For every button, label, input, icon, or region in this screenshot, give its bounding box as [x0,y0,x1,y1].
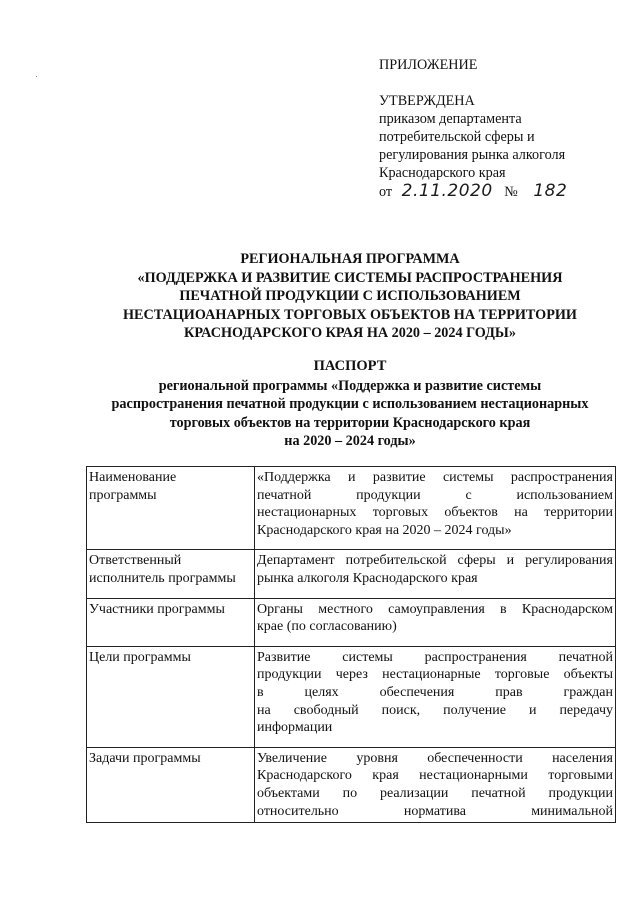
row-value [255,550,616,598]
title-line: НЕСТАЦИОАНАРНЫХ ТОРГОВЫХ ОБЪЕКТОВ НА ТЕРРИТОРИИ [123,306,577,323]
approval-block [379,56,629,204]
appendix-label: ПРИЛОЖЕНИЕ [379,57,478,73]
value-line: в целях обеспечения прав граждан [257,684,613,700]
number-label: № [504,184,518,200]
value-line: Департамент потребительской сферы и регулирования [257,553,613,569]
passport-table [86,466,616,823]
label-line: Цели программы [89,649,191,665]
passport-subtitle-line: на 2020 – 2024 годы» [284,433,416,450]
value-line: нестационарных торговых объектов на территории [257,505,613,521]
table-row [87,646,616,747]
handwritten-date: 2.11.2020 [401,181,493,201]
order-date-line [379,182,629,204]
value-line: относительно норматива минимальной [257,803,613,819]
title-line: «ПОДДЕРЖКА И РАЗВИТИЕ СИСТЕМЫ РАСПРОСТРАНЕНИЯ [137,269,563,286]
label-line: исполнитель программы [89,570,236,586]
from-label: от [379,184,393,200]
scan-speck [36,76,37,77]
value-line: продукции через нестационарные торговые объекты [257,667,613,683]
value-line: Органы местного самоуправления в Краснодарском [257,601,613,617]
row-value [255,467,616,550]
table-row [87,598,616,646]
table-row [87,747,616,822]
row-label [87,550,255,598]
value-line: рынка алкоголя Краснодарского края [257,570,478,586]
row-value [255,646,616,747]
passport-subtitle-line: региональной программы «Поддержка и развитие системы [158,377,542,394]
approved-label: УТВЕРЖДЕНА [379,93,475,109]
row-value [255,598,616,646]
label-line: Участники программы [89,601,225,617]
order-line: потребительской сферы и [379,129,535,145]
order-line: Краснодарского края [379,165,506,181]
program-title [60,250,639,343]
value-line: на свободный поиск, получение и передачу [257,702,613,718]
row-label [87,747,255,822]
passport-heading: ПАСПОРТ [313,358,387,374]
row-label [87,646,255,747]
title-line: РЕГИОНАЛЬНАЯ ПРОГРАММА [240,251,460,267]
value-line: информации [257,720,333,736]
passport-subtitle-line: распространения печатной продукции с использованием нестационарных [111,396,589,413]
order-line: регулирования рынка алкоголя [379,147,566,163]
order-line: приказом департамента [379,111,522,127]
table-row [87,467,616,550]
value-line: Развитие системы распространения печатной [257,649,613,665]
value-line: печатной продукции с использованием [257,487,613,503]
value-line: Краснодарского края на 2020 – 2024 годы» [257,522,512,538]
handwritten-number: 182 [533,181,568,201]
value-line: «Поддержка и развитие системы распространения [257,470,613,485]
label-line: Задачи программы [89,750,201,766]
label-line: Наименование [89,470,177,485]
title-line: ПЕЧАТНОЙ ПРОДУКЦИИ С ИСПОЛЬЗОВАНИЕМ [179,288,521,305]
value-line: объектами по реализации печатной продукции [257,785,613,801]
label-line: Ответственный [89,553,182,569]
passport-heading-block [60,357,639,451]
label-line: программы [89,487,157,503]
row-value [255,747,616,822]
value-line: крае (по согласованию) [257,619,397,635]
row-label [87,598,255,646]
title-line: КРАСНОДАРСКОГО КРАЯ НА 2020 – 2024 ГОДЫ» [184,325,516,342]
table-row [87,550,616,598]
value-line: Краснодарского края нестационарными торговыми [257,768,613,784]
value-line: Увеличение уровня обеспеченности населения [257,750,613,766]
row-label [87,467,255,550]
passport-subtitle-line: торговых объектов на территории Краснодарского края [169,414,531,431]
